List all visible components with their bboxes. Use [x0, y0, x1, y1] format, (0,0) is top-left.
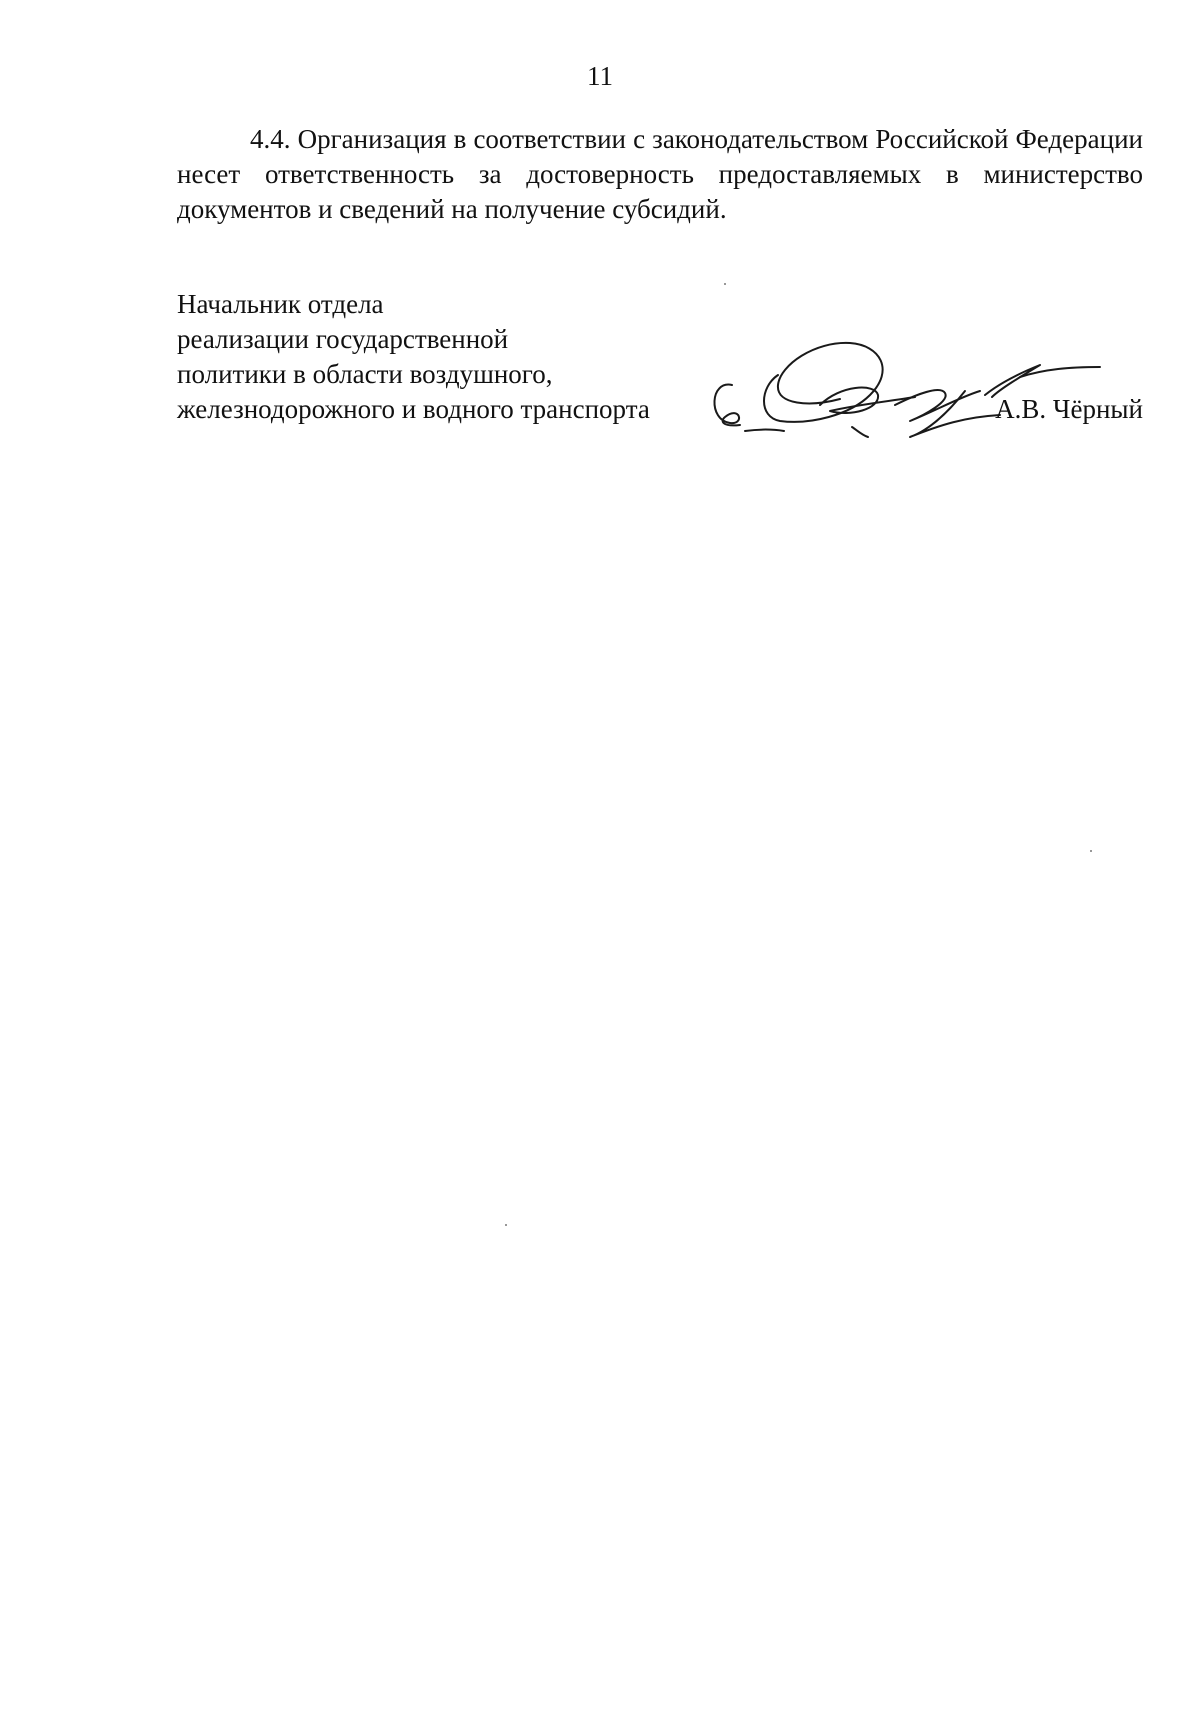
handwritten-signature — [700, 325, 1120, 445]
position-line: железнодорожного и водного транспорта — [177, 394, 650, 424]
scan-speck — [1090, 850, 1092, 852]
scan-speck — [724, 283, 726, 285]
body-paragraph: 4.4. Организация в соответствии с законодательством Российской Федерации несет ответственность за достоверность предоставляемых в министерство документов и сведений на получение субсидий. — [177, 124, 1143, 224]
position-line: Начальник отдела — [177, 289, 384, 319]
scan-speck — [505, 1224, 507, 1226]
position-line: политики в области воздушного, — [177, 359, 553, 389]
page-number: 11 — [587, 61, 613, 91]
signatory-position — [177, 287, 697, 427]
signer-name: А.В. Чёрный — [995, 394, 1143, 424]
position-line: реализации государственной — [177, 324, 509, 354]
